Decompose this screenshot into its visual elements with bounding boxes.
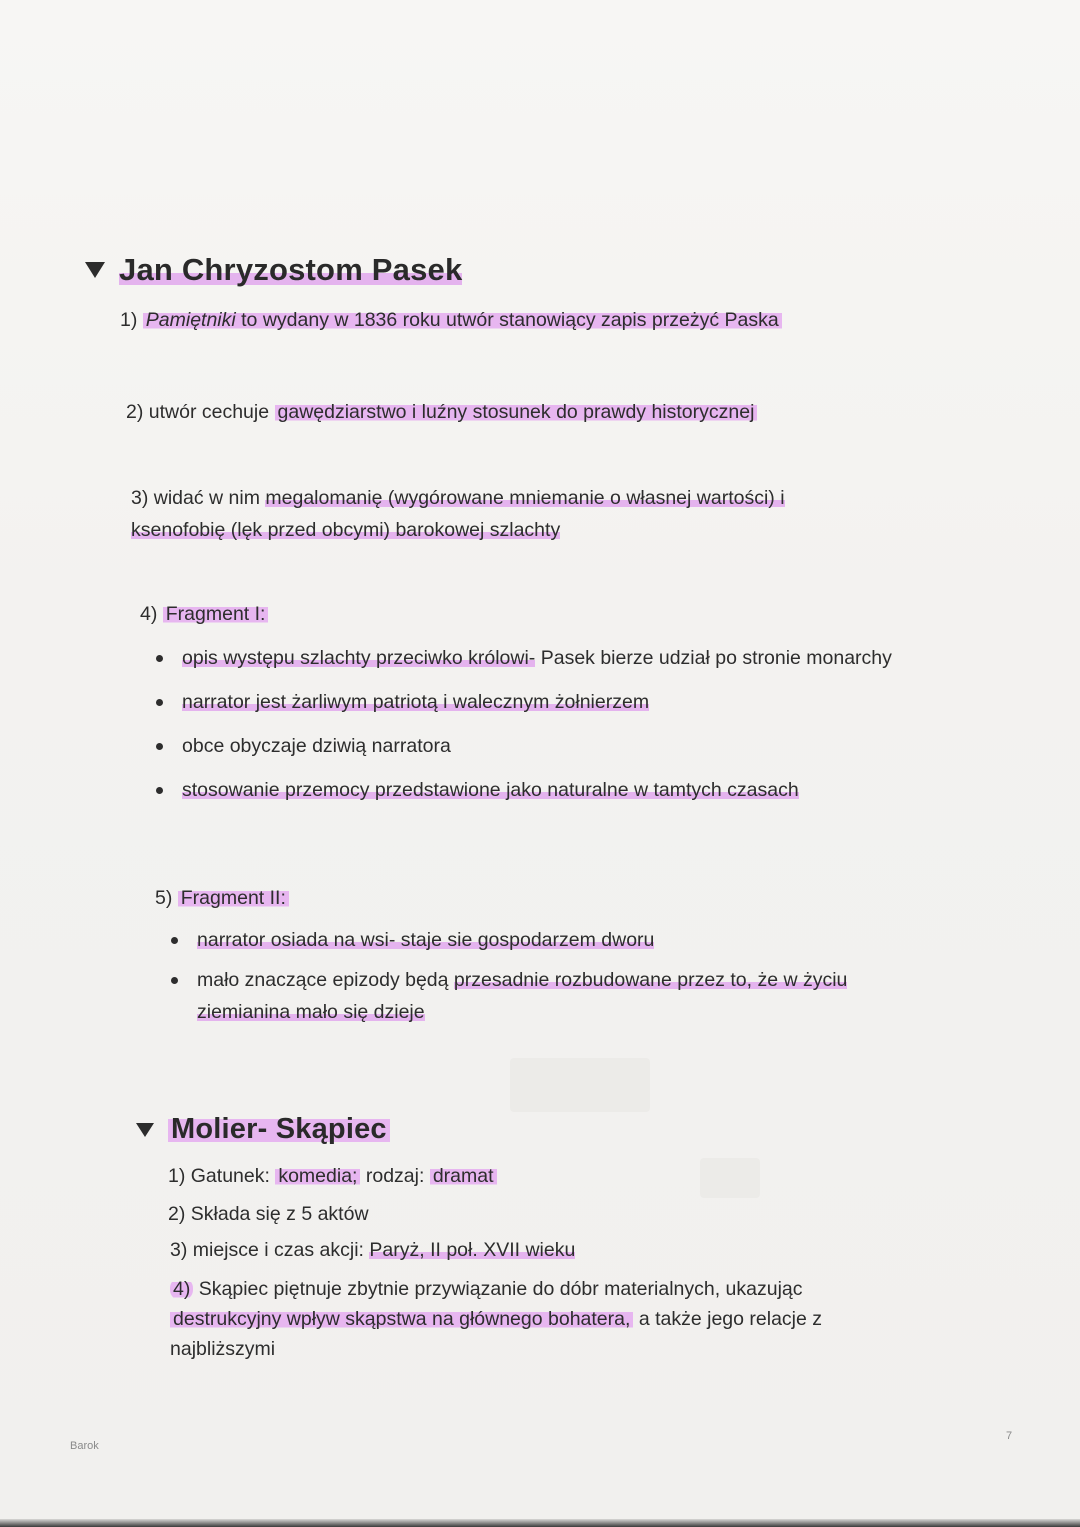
pasek-point-1: 1) Pamiętniki to wydany w 1836 roku utwór stanowiący zapis przeżyć Paska <box>120 304 782 336</box>
list-item <box>150 686 930 718</box>
bleed-through-mark <box>700 1158 760 1198</box>
section-molier <box>136 1113 836 1146</box>
highlighted-text: megalomanię (wygórowane mniemanie o własnej wartości) i <box>265 487 785 509</box>
highlighted-text: narrator osiada na wsi- staje sie gospodarzem dworu <box>197 929 655 951</box>
list-item: mało znaczące epizody będą przesadnie rozbudowane przez to, że w życiu ziemianina mało się dzieje <box>165 964 905 1028</box>
list-item <box>165 924 905 956</box>
section-header <box>136 1113 836 1146</box>
highlighted-text: stosowanie przemocy przedstawione jako naturalne w tamtych czasach <box>182 779 799 801</box>
highlighted-text: destrukcyjny wpływ skąpstwa na głównego bohatera, <box>170 1308 633 1330</box>
fragment-1-list <box>150 642 930 806</box>
highlighted-text: dramat <box>430 1165 497 1187</box>
pasek-point-3: 3) widać w nim megalomanię (wygórowane mniemanie o własnej wartości) i ksenofobię (lęk przed obcymi) barokowej szlachty <box>131 487 785 541</box>
pasek-point-5: 5) Fragment II: <box>155 882 289 914</box>
molier-point-3: 3) miejsce i czas akcji: Paryż, II poł. XVII wieku <box>170 1239 576 1261</box>
molier-point-4: 4) Skąpiec piętnuje zbytnie przywiązanie do dóbr materialnych, ukazując destrukcyjny wpływ skąpstwa na głównego bohatera, a także jego relacje z najbliższymi <box>170 1278 823 1360</box>
molier-point-2: 2) Składa się z 5 aktów <box>168 1203 369 1225</box>
pasek-point-4: 4) Fragment I: <box>140 598 268 630</box>
fragment-label: Fragment I: <box>163 603 269 625</box>
highlighted-text: narrator jest żarliwym patriotą i walecznym żołnierzem <box>182 691 650 713</box>
molier-point-1: 1) Gatunek: komedia; rodzaj: dramat <box>168 1160 497 1192</box>
section-header <box>85 252 985 288</box>
highlighted-number: 4) <box>170 1278 193 1300</box>
collapse-triangle-icon[interactable] <box>136 1123 154 1137</box>
fragment-2-list <box>165 924 905 1028</box>
list-item: opis występu szlachty przeciwko królowi- Pasek bierze udział po stronie monarchy <box>150 642 930 674</box>
highlighted-text: przesadnie rozbudowane przez to, że w życiu ziemianina mało się dzieje <box>197 969 848 1023</box>
list-item <box>150 774 930 806</box>
bullet-icon <box>171 977 178 984</box>
section-pasek <box>85 252 985 288</box>
highlighted-text: ksenofobię (lęk przed obcymi) barokowej szlachty <box>131 519 561 541</box>
highlighted-text: Paryż, II poł. XVII wieku <box>369 1239 576 1261</box>
highlighted-text: komedia; <box>275 1165 360 1187</box>
paper-bottom-edge <box>0 1519 1080 1527</box>
highlighted-text: gawędziarstwo i luźny stosunek do prawdy historycznej <box>275 401 758 423</box>
bullet-icon <box>156 655 163 662</box>
list-item: obce obyczaje dziwią narratora <box>150 730 930 762</box>
bullet-icon <box>156 743 163 750</box>
highlighted-text: opis występu szlachty przeciwko królowi- <box>182 647 536 669</box>
pasek-point-2: 2) utwór cechuje gawędziarstwo i luźny stosunek do prawdy historycznej <box>126 396 757 428</box>
collapse-triangle-icon[interactable] <box>85 262 105 278</box>
bullet-icon <box>156 787 163 794</box>
footer-label: Barok <box>70 1440 99 1452</box>
bullet-icon <box>171 937 178 944</box>
bleed-through-mark <box>510 1058 650 1112</box>
section-title: Jan Chryzostom Pasek <box>119 252 463 287</box>
highlighted-text: Pamiętniki to wydany w 1836 roku utwór stanowiący zapis przeżyć Paska <box>143 309 782 331</box>
bullet-icon <box>156 699 163 706</box>
section-title: Molier- Skąpiec <box>168 1113 390 1146</box>
fragment-label: Fragment II: <box>178 887 289 909</box>
page-number: 7 <box>1006 1430 1013 1442</box>
